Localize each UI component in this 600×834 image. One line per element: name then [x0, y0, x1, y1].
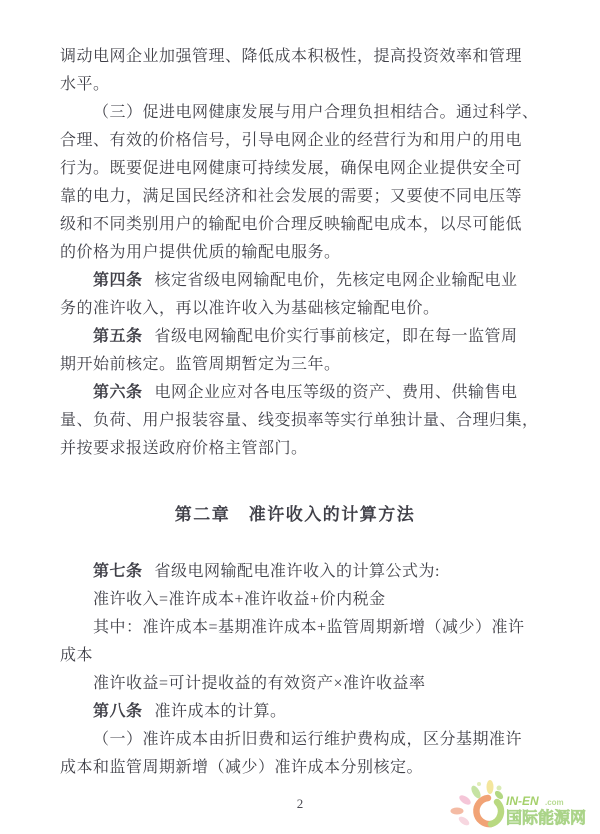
article-number-label: 第五条	[93, 328, 143, 345]
text-line	[60, 642, 530, 670]
text-line	[60, 379, 530, 407]
line-text: 省级电网输配电准许收入的计算公式为:	[154, 563, 440, 580]
line-text: 准许成本的计算。	[154, 703, 287, 720]
text-line	[60, 435, 530, 463]
text-line	[60, 323, 530, 351]
line-text: 成本	[60, 647, 94, 664]
text-line	[60, 558, 530, 586]
article-number-label: 第八条	[93, 703, 143, 720]
line-text: 调动电网企业加强管理、降低成本积极性，提高投资效率和管理	[60, 48, 523, 65]
text-line	[60, 351, 530, 379]
line-text: （三）促进电网健康发展与用户合理负担相结合。通过科学、	[93, 104, 539, 121]
text-line	[60, 586, 530, 614]
text-line	[60, 183, 530, 211]
site-logo-watermark	[448, 778, 600, 834]
line-text: 靠的电力，满足国民经济和社会发展的需要；又要使不同电压等	[60, 188, 523, 205]
line-text: 准许收入=准许成本+准许收益+价内税金	[93, 591, 386, 608]
line-text: 准许收益=可计提收益的有效资产×准许收益率	[93, 675, 426, 692]
line-text: 第二章 准许收入的计算方法	[174, 505, 416, 524]
text-line	[60, 127, 530, 155]
line-text: 行为。既要促进电网健康可持续发展，确保电网企业提供安全可	[60, 160, 523, 177]
text-line	[60, 99, 539, 127]
line-text: 级和不同类别用户的输配电价合理反映输配电成本，以尽可能低	[60, 216, 523, 233]
line-text: 省级电网输配电价实行事前核定，即在每一监管周	[154, 328, 518, 345]
line-text: 电网企业应对各电压等级的资产、费用、供输售电	[154, 384, 518, 401]
text-line	[60, 211, 530, 239]
text-line	[60, 267, 530, 295]
article-number-label: 第四条	[93, 272, 143, 289]
text-line	[60, 614, 530, 642]
brand-name: IN-EN	[506, 794, 539, 808]
text-line	[60, 43, 530, 71]
text-line	[60, 295, 530, 323]
text-line	[60, 155, 530, 183]
page-number: 2	[296, 796, 304, 811]
brand-tld: .com	[545, 798, 564, 807]
flower-icon	[448, 778, 600, 834]
chapter-heading	[60, 501, 530, 529]
text-line	[60, 239, 530, 267]
site-name: 国际能源网	[506, 810, 587, 827]
article-number-label: 第六条	[93, 384, 143, 401]
line-text: 期开始前核定。监管周期暂定为三年。	[60, 356, 341, 373]
line-text: 量、负荷、用户报装容量、线变损率等实行单独计量、合理归集，	[60, 412, 539, 429]
line-text: （一）准许成本由折旧费和运行维护费构成，区分基期准许	[93, 731, 523, 748]
text-line	[60, 407, 539, 435]
line-text: 水平。	[60, 76, 110, 93]
article-number-label: 第七条	[93, 563, 143, 580]
line-text: 成本和监管周期新增（减少）准许成本分别核定。	[60, 759, 424, 776]
line-text: 核定省级电网输配电价，先核定电网企业输配电业	[154, 272, 518, 289]
line-text: 务的准许收入，再以准许收入为基础核定输配电价。	[60, 300, 440, 317]
text-line	[60, 71, 530, 99]
line-text: 合理、有效的价格信号，引导电网企业的经营行为和用户的用电	[60, 132, 523, 149]
text-line	[60, 698, 530, 726]
line-text: 其中：准许成本=基期准许成本+监管周期新增（减少）准许	[93, 619, 525, 636]
document-body-text	[60, 43, 539, 782]
line-text: 的价格为用户提供优质的输配电服务。	[60, 244, 341, 261]
text-line	[60, 726, 530, 754]
line-text: 并按要求报送政府价格主管部门。	[60, 440, 308, 457]
text-line	[60, 670, 530, 698]
